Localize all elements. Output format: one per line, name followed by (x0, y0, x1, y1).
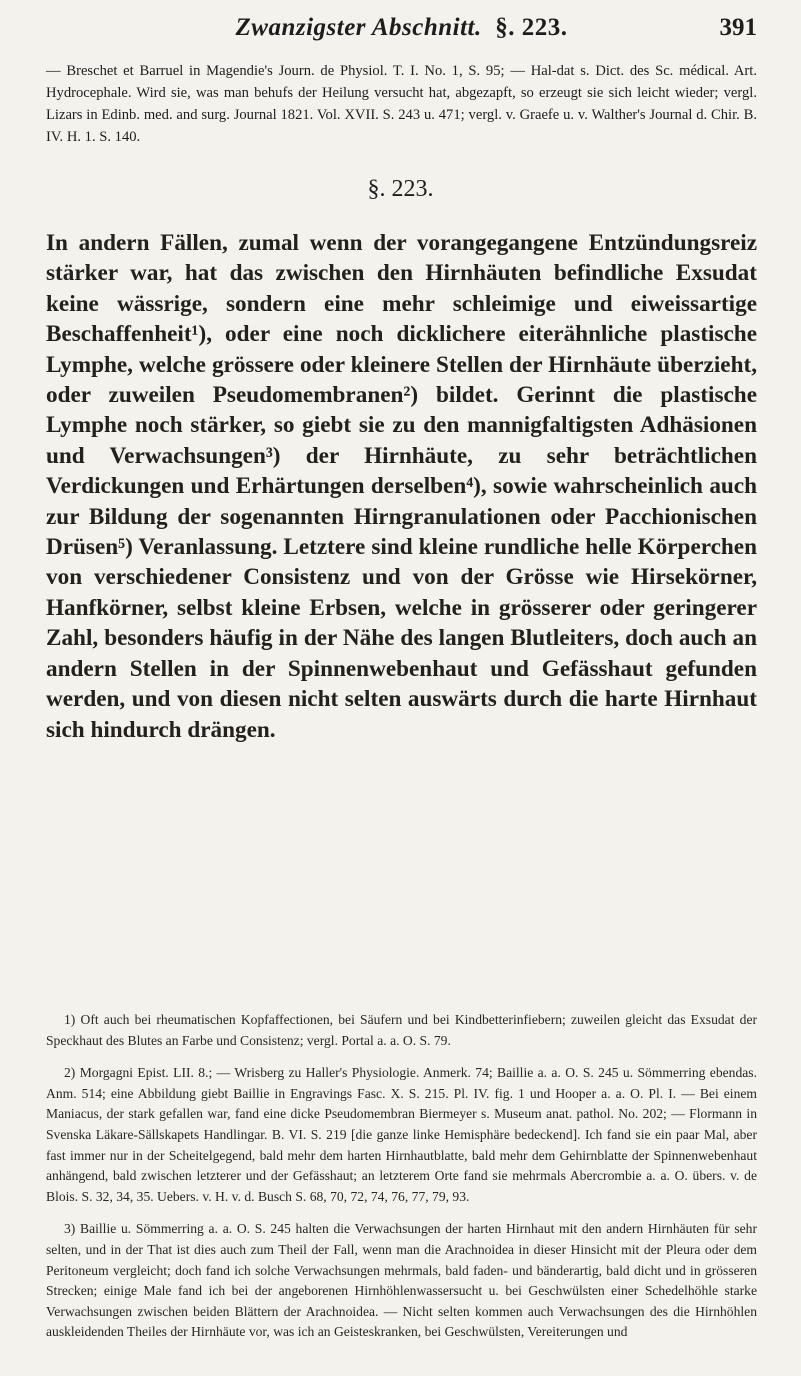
footnote-3: 3) Baillie u. Sömmerring a. a. O. S. 245 halten die Verwachsungen der harten Hirnhaut mit den andern Hirnhäuten für sehr selten, und in der That ist dies auch zum Theil der Fall, wenn man die Arachnoidea in dieser Hinsicht mit der Pleura oder dem Peritoneum vergleicht; doch fand ich solche Verwachsungen mehrmals, bald faden- und bänderartig, bald dicht und in grösseren Strecken; einige Male fand ich bei der angeborenen Hirnhöhlenwassersucht u. bei Geschwülsten einer Schedelhöhle starke Verwachsungen zwischen beiden Blättern der Arachnoidea. — Nicht selten kommen auch Verwachsungen des die Hirnhöhlen auskleidenden Theiles der Hirnhäute vor, was ich an Geisteskranken, bei Geschwülsten, Vereiterungen und (46, 1221, 757, 1340)
chapter-title (46, 14, 757, 42)
footnote-2: 2) Morgagni Epist. LII. 8.; — Wrisberg zu Haller's Physiologie. Anmerk. 74; Baillie a. a. O. S. 245 u. Sömmerring ebendas. Anm. 514; eine Abbildung giebt Baillie in Engravings Fasc. X. S. 215. Pl. IV. fig. 1 und Hooper a. a. O. Pl. I. — Bei einem Maniacus, der stark gefallen war, fand eine dicke Pseudomembran Biermeyer s. Museum anat. pathol. No. 202; — Flormann in Svenska Läkare-Sällskapets Handlingar. B. VI. S. 219 [die ganze linke Hemisphäre bedeckend]. Ich fand sie ein paar Mal, aber fast immer nur in der Scheitelgegend, bald mehr dem harten Hirnhautblatte, bald mehr dem Gehirnblatte der Spinnenwebenhaut anhängend, bald zwischen letzterer und der Gefässhaut; an letzterem Orte fand sie mehrmals Abercrombie a. a. O. übers. v. de Blois. S. 32, 34, 35. Uebers. v. H. v. d. Busch S. 68, 70, 72, 74, 76, 77, 79, 93. (46, 1065, 757, 1204)
footnotes (46, 1010, 757, 1343)
page-number: 391 (719, 14, 757, 41)
running-header (46, 10, 757, 50)
footnote-1: 1) Oft auch bei rheumatischen Kopfaffectionen, bei Säufern und bei Kindbetterinfiebern; zuweilen gleicht das Exsudat der Speckhaut des Blutes an Farbe und Consistenz; vergl. Portal a. a. O. S. 79. (46, 1012, 757, 1048)
main-paragraph: In andern Fällen, zumal wenn der vorangegangene Entzündungsreiz stärker war, hat das zwischen den Hirnhäuten befindliche Exsudat keine wässrige, sondern eine mehr schleimige und eiweissartige Beschaffenheit¹), oder eine noch dicklichere eiterähnliche plastische Lymphe, welche grössere oder kleinere Stellen der Hirnhäute überzieht, oder zuweilen Pseudomembranen²) bildet. Gerinnt die plastische Lymphe noch stärker, so giebt sie zu den mannigfaltigsten Adhäsionen und Verwachsungen³) der Hirnhäute, zu sehr beträchtlichen Verdickungen und Erhärtungen derselben⁴), sowie wahrscheinlich auch zur Bildung der sogenannten Hirngranulationen oder Pacchionischen Drüsen⁵) Veranlassung. Letztere sind kleine rundliche helle Körperchen von verschiedener Consistenz und von der Grösse wie Hirsekörner, Hanfkörner, selbst kleine Erbsen, welche in grösserer oder geringerer Zahl, besonders häufig in der Nähe des langen Blutleiters, doch auch an andern Stellen in der Spinnenwebenhaut und Gefässhaut gefunden werden, und von diesen nicht selten auswärts durch die harte Hirnhaut sich hindurch drängen. (46, 230, 757, 743)
reference-continuation: — Breschet et Barruel in Magendie's Journ. de Physiol. T. I. No. 1, S. 95; — Hal-dat s. Dict. des Sc. médical. Art. Hydrocephale. Wird sie, was man behufs der Heilung versucht hat, abgezapft, so erzeugt sie sich leicht wieder; vergl. Lizars in Edinb. med. and surg. Journal 1821. Vol. XVII. S. 243 u. 471; vergl. v. Graefe u. v. Walther's Journal d. Chir. B. IV. H. 1. S. 140. (46, 63, 757, 145)
header-section-number: §. 223. (495, 14, 568, 41)
chapter-title-text: Zwanzigster Abschnitt. (235, 14, 482, 41)
section-heading: §. 223. (367, 176, 434, 202)
